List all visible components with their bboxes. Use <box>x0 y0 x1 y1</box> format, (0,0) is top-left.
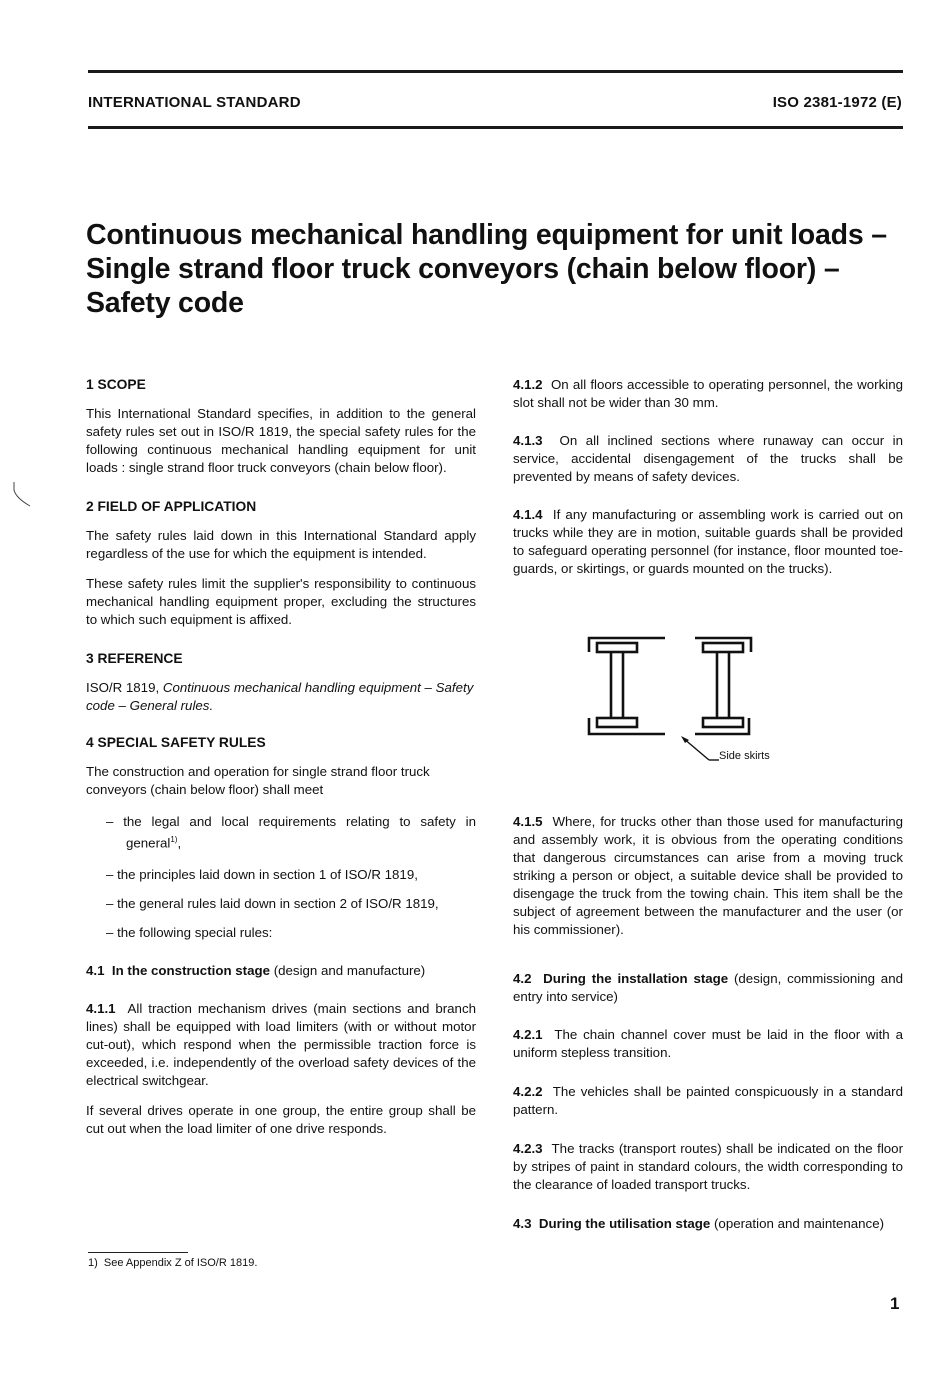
reference-title: Continuous mechanical handling equipment – Safety code – General rules. <box>86 680 474 713</box>
list-item: – the general rules laid down in section 2 of ISO/R 1819, <box>106 896 439 912</box>
document-title <box>86 218 906 320</box>
footnote-rule <box>88 1252 188 1253</box>
section-4-1-1-para-2: If several drives operate in one group, the entire group shall be cut out when the load limiter of one drive responds. <box>86 1103 476 1137</box>
section-1-text: This International Standard specifies, in addition to the general safety rules set out in ISO/R 1819, the special safety rules for the following continuous mechanical handling equipment for unit loads : single strand floor truck conveyors (chain below floor). <box>86 406 476 475</box>
right-column-lower <box>513 813 903 1233</box>
section-4-1-2: 4.1.2 On all floors accessible to operating personnel, the working slot shall not be wider than 30 mm. <box>513 377 903 410</box>
section-4-2-1: 4.2.1 The chain channel cover must be laid in the floor with a uniform stepless transition. <box>513 1027 903 1060</box>
left-column <box>86 376 476 1138</box>
section-4-2-3: 4.2.3 The tracks (transport routes) shall be indicated on the floor by stripes of paint in standard colours, the width corresponding to the clearance of loaded transport trucks. <box>513 1141 904 1192</box>
reference-id: ISO/R 1819, <box>86 680 160 695</box>
section-2-heading: 2 FIELD OF APPLICATION <box>86 499 257 514</box>
title-line-1: Continuous mechanical handling equipment for unit loads – <box>86 219 887 251</box>
footnote: 1) See Appendix Z of ISO/R 1819. <box>88 1257 258 1269</box>
section-3-reference <box>86 679 476 715</box>
section-4-1-heading: 4.1 In the construction stage (design and manufacture) <box>86 963 426 979</box>
margin-mark-icon <box>8 480 38 510</box>
title-line-2: Single strand floor truck conveyors (chain below floor) – <box>86 253 840 285</box>
side-skirts-diagram <box>585 630 765 770</box>
section-2-para-1: The safety rules laid down in this International Standard apply regardless of the use for which the equipment is intended. <box>86 528 476 561</box>
header-bottom-rule <box>88 126 903 129</box>
header-top-rule <box>88 70 903 73</box>
title-line-3: Safety code <box>86 287 244 319</box>
section-4-2-heading: 4.2 During the installation stage (design, commissioning and entry into service) <box>513 971 903 1004</box>
header-doc-type: INTERNATIONAL STANDARD <box>88 94 301 111</box>
section-1-heading: 1 SCOPE <box>86 377 146 392</box>
section-4-3-heading: 4.3 During the utilisation stage (operation and maintenance) <box>513 1216 885 1231</box>
footnote-ref: 1) <box>170 835 178 844</box>
page-number: 1 <box>890 1294 900 1313</box>
section-4-1-5: 4.1.5 Where, for trucks other than those used for manufacturing and assembly work, it is obvious from the operating conditions that dangerous circumstances can arise from a moving truck striking a person or object, a suitable device shall be provided to disengage the truck from the towing chain. This item shall be the subject of agreement between the manufacturer and the user (or his commissioner). <box>513 814 903 937</box>
section-4-heading: 4 SPECIAL SAFETY RULES <box>86 735 266 750</box>
section-4-1-3: 4.1.3 On all inclined sections where runaway can occur in service, accidental disengagement of the trucks shall be prevented by means of safety devices. <box>513 433 904 484</box>
section-4-1-4: 4.1.4 If any manufacturing or assembling work is carried out on trucks while they are in motion, suitable guards shall be provided to safeguard operating personnel (for instance, floor mounted toe-guards, or skirtings, or guards mounted on the trucks). <box>513 507 904 576</box>
section-3-heading: 3 REFERENCE <box>86 651 183 666</box>
section-4-2-2: 4.2.2 The vehicles shall be painted conspicuously in a standard pattern. <box>513 1084 903 1117</box>
section-2-para-2: These safety rules limit the supplier's responsibility to continuous mechanical handling equipment proper, excluding the structures to which such equipment is affixed. <box>86 576 476 627</box>
list-item: – the legal and local requirements relating to safety in general$^{1)}$, <box>106 814 476 851</box>
section-4-1-1: 4.1.1 All traction mechanism drives (main sections and branch lines) shall be equipped with load limiters (with or without motor cut-out), which respond when the permissible traction force is exceeded, i.e. independently of the overload safety devices of the electrical switchgear. <box>86 1001 476 1089</box>
right-column-upper <box>513 376 903 578</box>
list-item: – the following special rules: <box>106 925 273 941</box>
side-skirts-label: Side skirts <box>719 750 770 762</box>
section-4-intro: The construction and operation for single strand floor truck conveyors (chain below floor) shall meet <box>86 764 430 797</box>
header-doc-number: ISO 2381-1972 (E) <box>772 94 902 111</box>
list-item: – the principles laid down in section 1 of ISO/R 1819, <box>106 867 418 883</box>
